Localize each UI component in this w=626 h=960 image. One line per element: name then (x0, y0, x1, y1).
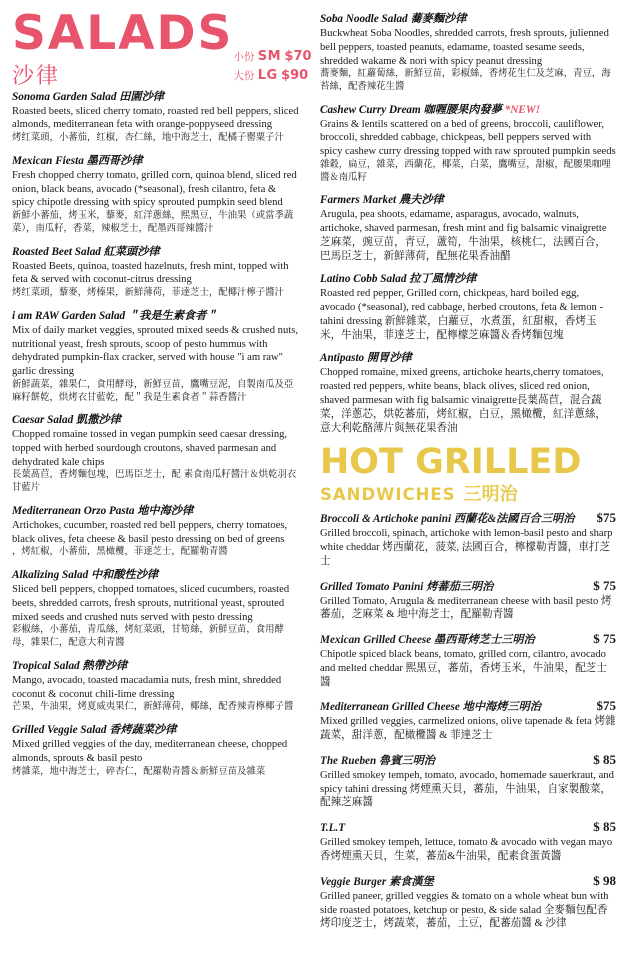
menu-item (320, 510, 616, 568)
menu-item-header (320, 510, 616, 526)
new-badge: *NEW! (504, 103, 541, 116)
menu-item-name: Alkalizing Salad 中和酸性沙律 (12, 569, 159, 582)
menu-item-desc: Grilled smokey tempeh, tomato, avocado, homemade sauerkraut, and spicy tahini dressing 烤煙熏天貝，蕃茄，牛油果，自家製酸菜，配辣芝麻醬 (320, 769, 614, 809)
menu-item-desc: Sliced bell peppers, chopped tomatoes, sliced cucumbers, roasted beets, shredded carrots, fresh sprouts, nutritional yeast, sprouted mixed seeds and crushed nuts served with pesto dressing (12, 584, 290, 623)
menu-item-desc-chinese: 蕎麥麵，紅蘿蔔絲，新鮮豆苗，彩椒絲，香烤花生仁及芝麻，青豆，海苔絲，配香辣花生醬 (320, 68, 611, 92)
menu-item-desc: Grilled smokey tempeh, lettuce, tomato & avocado with vegan mayo 香烤煙熏天貝，生菜，蕃茄&牛油果，配素食蛋黃醬 (320, 837, 613, 863)
menu-item-name: Grilled Veggie Salad 香烤蔬菜沙律 (12, 723, 177, 736)
menu-item (12, 504, 300, 559)
menu-item-name: Broccoli & Artichoke panini 西蘭花&法國百合三明治 (320, 513, 575, 526)
menu-item (12, 659, 300, 714)
price-small-label: 小份 (233, 50, 255, 63)
menu-item-price: $ 75 (593, 631, 616, 647)
menu-item-price: $ 98 (593, 872, 616, 888)
menu-item-desc-chinese: 新鮮蔬菜，雜果仁，食用酵母，新鮮豆苗，鷹嘴豆泥，自製南瓜及亞麻籽餅乾，烘烤衣甘藍乾，配＂我是生素食者＂蒜香醬汁 (12, 378, 294, 403)
price-small-amount: $70 (284, 48, 312, 64)
menu-item-price: $ 85 (593, 819, 616, 835)
menu-item (320, 272, 616, 342)
menu-item (320, 578, 616, 623)
menu-item-name: The Rueben 魯賓三明治 (320, 754, 435, 767)
menu-item-name: Roasted Beet Salad 紅菜頭沙律 (12, 245, 160, 258)
menu-item-header (320, 752, 616, 768)
menu-item-name: Caesar Salad 凱撒沙律 (12, 414, 121, 427)
menu-item-desc: Roasted beets, sliced cherry tomato, roasted red bell peppers, sliced almonds, mediterranean feta with orange-poppyseed dressing (12, 105, 299, 131)
menu-item-desc-chinese: 烤红菜頭，藜麥，烤榛果，新鮮薄荷，菲達芝士，配椰汁檸子醬汁 (12, 287, 284, 299)
menu-item-desc: Mix of daily market veggies, sprouted mixed seeds & crushed nuts, nutritional yeast, fresh sprouts, scoop of pesto hummus with dehydrated pumpkin-flax cracker, served with house "i am raw" garlic dressing (12, 324, 298, 378)
menu-item-desc-chinese: 新鮮小蕃茄，烤玉米，藜麥，紅洋蔥絲，熙黑豆，牛油果（或當季蔬菜），南瓜籽，香菜，辣椒芝士，配墨西哥辣醬汁 (12, 210, 294, 234)
menu-item (12, 245, 300, 300)
menu-item-name-row (320, 103, 616, 117)
menu-item-name: Mexican Grilled Cheese 墨西哥烤芝士三明治 (320, 634, 535, 647)
menu-item-desc: Buckwheat Soba Noodles, shredded carrots, fresh sprouts, julienned bell peppers, toasted peanuts, edamame, toasted sesame seeds, shredded wakame & nori with spicy peanut dressing (320, 28, 609, 67)
menu-item-name: Mexican Fiesta 墨西哥沙律 (12, 154, 143, 167)
price-small-row (233, 48, 311, 67)
menu-item-name: Mediterranean Grilled Cheese 地中海烤三明治 (320, 701, 541, 714)
right-column (316, 0, 626, 960)
menu-item-name: Soba Noodle Salad 蕎麥麵沙律 (320, 13, 467, 25)
menu-item-desc: Roasted Beets, quinoa, toasted hazelnuts, fresh mint, topped with feta & served with coconut-citrus dressing (12, 260, 289, 286)
hot-grilled-title: HOT GRILLED (320, 442, 582, 483)
menu-item-name: Latino Cobb Salad 拉丁風情沙律 (320, 273, 477, 286)
menu-item (320, 12, 616, 94)
menu-item-desc-chinese: 彩椒絲，小蕃茄，青瓜絲，烤紅菜頭，甘筍絲，新鮮豆苗，食用酵母，雜果仁，配意大利青醬 (12, 624, 284, 649)
menu-item-name: Tropical Salad 熱帶沙律 (12, 659, 128, 672)
menu-item (320, 873, 616, 931)
menu-item-name: i am RAW Garden Salad ＂我是生素食者＂ (12, 309, 218, 322)
menu-item (320, 193, 616, 263)
menu-item-desc-chinese: ，烤紅椒，小蕃茄，黑橄欖，菲達芝士，配羅勒青醬 (12, 546, 228, 558)
menu-item (320, 631, 616, 689)
menu-item-desc: Grilled Tomato, Arugula & mediterranean cheese with basil pesto 烤蕃茄，芝麻菜 & 地中海芝士，配羅勒青醬 (320, 595, 612, 621)
menu-item-desc: Roasted red pepper, Grilled corn, chickpeas, hard boiled egg, avocado (*seasonal), red cabbage, herbed croutons, feta & lemon - tahini dressing 新鮮雜菜，白蘿豆，水煮蛋，紅甜椒，香烤玉米，牛油果，菲達芝士，配檸檬芝麻醬＆香烤麵包塊 (320, 288, 603, 341)
salads-price-list (233, 48, 321, 90)
menu-item-price: $75 (596, 510, 616, 526)
menu-item-desc: Fresh chopped cherry tomato, grilled corn, quinoa blend, sliced red onion, black beans, avocado (*seasonal), fresh cilantro, feta & spicy chipotle dressing with spicy sprouted pumpkin seed blend (12, 169, 297, 209)
menu-item-desc: Mango, avocado, toasted macadamia nuts, fresh mint, shredded coconut & coconut chili-lime dressing (12, 674, 282, 700)
menu-item-name: Grilled Tomato Panini 烤蕃茄三明治 (320, 580, 494, 593)
menu-item (320, 698, 616, 743)
menu-item-name: Sonoma Garden Salad 田園沙律 (12, 90, 164, 103)
salads-title: SALADS (12, 6, 234, 61)
menu-item (320, 103, 616, 185)
salads-header (12, 6, 312, 90)
salads-heading-block (12, 6, 234, 90)
price-large-row (233, 67, 311, 86)
menu-item-desc-chinese: 雜穀，扁豆，雜菜，西蘭花，椰菜，白菜，鷹嘴豆，甜椒，配腰果咖哩醬＆南瓜籽 (320, 158, 611, 183)
menu-item (12, 309, 300, 404)
menu-item-desc: Mixed grilled veggies of the day, mediterranean cheese, chopped almonds, sprouts & basil pesto (12, 738, 288, 764)
menu-item (12, 413, 300, 495)
menu-item-desc: Grains & lentils scattered on a bed of greens, broccoli, cauliflower, broccoli, shredded cabbage, chickpeas, bell peppers served with spicy cashew curry dressing topped with raw sprouted pumpkin seeds (320, 118, 616, 158)
menu-item-header (320, 578, 616, 594)
menu-item-desc: Chopped romaine tossed in vegan pumpkin seed caesar dressing, topped with herbed sourdough croutons, shaved parmesan and dehydrated kale chips (12, 429, 288, 468)
menu-item-desc-chinese: 芒果，牛油果，烤夏威夷果仁，新鮮薄荷，椰絲，配香辣青檸椰子醬 (12, 701, 294, 713)
menu-item-name: Antipasto 開胃沙律 (320, 352, 412, 365)
menu-item-desc-chinese: 烤雜菜，地中海芝士，碎杏仁，配羅勒青醬＆新鮮豆苗及雜菜 (12, 765, 266, 777)
hot-grilled-subtitle: SANDWICHES (320, 485, 456, 505)
price-large-amount: $90 (281, 67, 309, 83)
hot-grilled-subtitle-row (320, 480, 616, 506)
menu-item-name: T.L.T (320, 822, 346, 835)
menu-item-desc: Chipotle spiced black beans, tomato, grilled corn, cilantro, avocado and melted cheddar 熙黑豆，蕃茄，香烤玉米，牛油果，配芝士醬 (320, 649, 607, 688)
menu-item-header (320, 631, 616, 647)
menu-item-name: Mediterranean Orzo Pasta 地中海沙律 (12, 504, 194, 517)
menu-item-price: $75 (596, 698, 616, 714)
hot-grilled-subtitle-chinese: 三明治 (463, 484, 518, 506)
menu-item-desc: Artichokes, cucumber, roasted red bell peppers, cherry tomatoes, black olives, feta cheese & basil pesto dressing on bed of greens (12, 519, 288, 545)
menu-item-desc: Grilled paneer, grilled veggies & tomato on a whole wheat bun with side roasted potatoes, ketchup or pesto, & side salad 全麥麵包配香烤印度芝士，烤蔬菜，蕃茄，土豆，配蕃茄醬 & 沙律 (320, 890, 609, 930)
menu-item (320, 819, 616, 864)
menu-item-desc-chinese: 烤红菜頭，小蕃茄，红椒，杏仁絲，地中海芝士，配橘子罌粟子汁 (12, 132, 284, 144)
price-large-label: 大份 (233, 69, 255, 82)
price-large-size: LG (257, 67, 278, 83)
menu-item-price: $ 85 (593, 751, 616, 767)
menu-item (12, 723, 300, 778)
salads-column (0, 0, 312, 960)
menu-item-name: Veggie Burger 素食漢堡 (320, 875, 434, 888)
menu-item-header (320, 873, 616, 889)
menu-item-header (320, 698, 616, 714)
menu-item-desc: Arugula, pea shoots, edamame, asparagus, avocado, walnuts, artichoke, shaved parmesan, fresh mint and fig balsamic vinaigrette 芝麻菜，豌豆苗，青豆，蘆筍，牛油果，核桃仁，法國百合，巴馬臣芝士，新鮮薄荷，配無花果香油醋 (320, 209, 607, 262)
menu-item (12, 90, 300, 145)
menu-item (12, 154, 300, 236)
menu-item (12, 568, 300, 650)
price-small-size: SM (257, 48, 282, 64)
menu-item-desc: Mixed grilled veggies, carmelized onions, olive tapenade & feta 烤雜蔬菜，甜洋蔥，配橄欖醬 & 菲達芝士 (320, 716, 616, 742)
menu-item (320, 752, 616, 810)
menu-item-desc: Grilled broccoli, spinach, artichoke with lemon-basil pesto and sharp white cheddar 烤西蘭花，菠菜, 法國百合，檸檬勒青醬，車打芝士 (320, 528, 613, 567)
salads-title-chinese: 沙律 (12, 63, 61, 89)
menu-item-price: $ 75 (593, 577, 616, 593)
menu-item-desc: Chopped romaine, mixed greens, artichoke hearts,cherry tomatoes, roasted red peppers, white beans, black olives, sliced red onion, shaved parmesan with fig balsamic vinaigrette長葉萵苣，混合蔬菜，洋蔥芯，烘乾蕃茄，烤紅椒，白豆，黑橄欖，紅洋蔥絲，意大利乾酪薄片與無花果香油 (320, 367, 607, 434)
menu-item-name: Cashew Curry Dream 咖喱腰果肉發夢 (320, 103, 502, 116)
menu-item (320, 351, 616, 435)
menu-item-name: Farmers Market 農夫沙律 (320, 194, 444, 207)
menu-item-desc-chinese: 長葉萵苣，香烤麵包塊，巴馬臣芝士，配 素食南瓜籽醬汁＆烘乾羽衣甘藍片 (12, 469, 297, 494)
menu-item-header (320, 819, 616, 835)
